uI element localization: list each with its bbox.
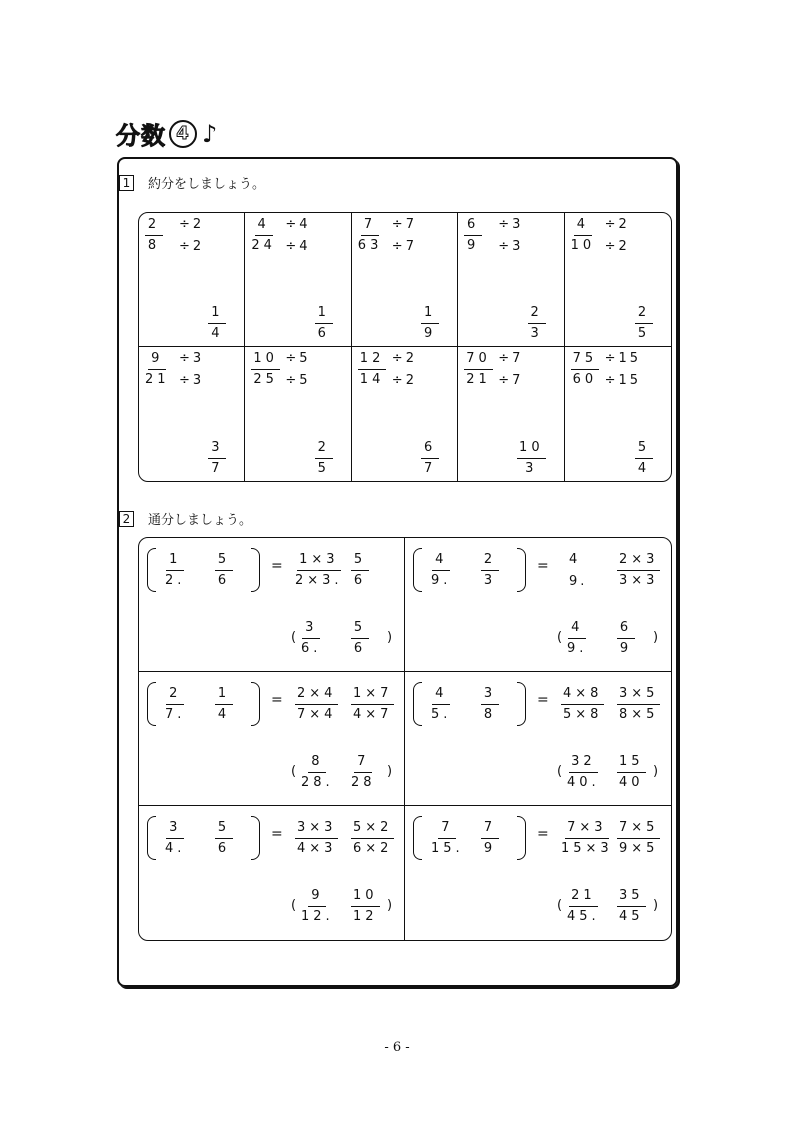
answer-fraction <box>421 438 439 479</box>
numerator: 7 <box>354 752 372 773</box>
denominator: 3 <box>525 461 538 476</box>
left-bracket <box>413 682 422 726</box>
numerator: 1 <box>208 303 226 324</box>
denominator: 5 <box>317 461 330 476</box>
denominator: 63 <box>357 238 383 253</box>
numerator: 35 <box>617 886 646 907</box>
question-instruction: 通分しましょう。 <box>148 513 253 528</box>
denominator: 4×3 <box>297 841 337 856</box>
numerator: 70 <box>464 349 493 370</box>
denominator: 15×3 <box>561 841 613 856</box>
divisor-bottom: ÷2 <box>604 239 630 254</box>
numerator: 3×5 <box>617 684 660 705</box>
denominator: 2×3. <box>295 573 343 588</box>
divisor-bottom: ÷3 <box>498 239 524 254</box>
problem-fraction <box>251 215 276 256</box>
close-paren: ) <box>387 764 393 779</box>
divisor-bottom: ÷4 <box>285 239 311 254</box>
left-bracket <box>147 682 156 726</box>
numerator: 15 <box>617 752 646 773</box>
numerator: 3 <box>481 684 499 705</box>
denominator: 7 <box>211 461 224 476</box>
question-number: 2 <box>119 511 134 527</box>
numerator: 8 <box>308 752 326 773</box>
numerator: 2 <box>528 303 546 324</box>
reduction-cell <box>565 213 671 347</box>
right-bracket <box>517 682 526 726</box>
divisor-top: ÷2 <box>604 217 630 232</box>
open-paren: ( <box>557 630 563 645</box>
reduction-cell <box>139 213 245 347</box>
numerator: 5×2 <box>351 818 394 839</box>
denominator: 4. <box>165 841 186 856</box>
left-bracket <box>413 816 422 860</box>
work-fraction <box>561 818 613 859</box>
reduction-cell <box>352 347 458 481</box>
divisor-top: ÷7 <box>391 217 417 232</box>
numerator: 7 <box>481 818 499 839</box>
common-denominator-cell <box>139 538 405 672</box>
problem-fraction <box>145 349 170 390</box>
denominator: 4 <box>211 326 224 341</box>
divisor-top: ÷3 <box>498 217 524 232</box>
work-fraction <box>617 684 660 725</box>
result-fraction <box>301 752 334 793</box>
numerator: 12 <box>358 349 387 370</box>
denominator: 9 <box>619 641 633 656</box>
denominator: 3×3 <box>619 573 659 588</box>
denominator: 7×4 <box>297 707 337 722</box>
right-bracket <box>517 548 526 592</box>
page-title <box>116 116 218 151</box>
numerator: 4 <box>574 215 592 236</box>
question-2-header <box>119 509 252 528</box>
given-fraction <box>215 550 233 591</box>
numerator: 2×4 <box>295 684 338 705</box>
given-fraction <box>481 818 499 859</box>
numerator: 4 <box>432 550 450 571</box>
numerator: 4 <box>255 215 273 236</box>
denominator: 40. <box>567 775 600 790</box>
open-paren: ( <box>291 630 297 645</box>
denominator: 7 <box>424 461 437 476</box>
divisor-top: ÷4 <box>285 217 311 232</box>
denominator: 9×5 <box>619 841 659 856</box>
denominator: 6 <box>353 573 367 588</box>
equals-sign: = <box>537 558 549 574</box>
divisor-top: ÷2 <box>179 217 205 232</box>
right-bracket <box>251 682 260 726</box>
denominator: 10 <box>570 238 596 253</box>
answer-fraction <box>517 438 546 479</box>
denominator: 12 <box>353 909 378 924</box>
result-fraction <box>351 752 376 793</box>
denominator: 40 <box>619 775 644 790</box>
right-bracket <box>517 816 526 860</box>
close-paren: ) <box>653 630 659 645</box>
given-fraction <box>481 550 499 591</box>
result-fraction <box>617 886 646 927</box>
numerator: 6 <box>617 618 635 639</box>
denominator: 6 <box>217 573 231 588</box>
equals-sign: = <box>537 692 549 708</box>
denominator: 25 <box>253 372 278 387</box>
denominator: 4 <box>217 707 231 722</box>
divisor-bottom: ÷7 <box>391 239 417 254</box>
answer-fraction <box>528 303 546 344</box>
numerator: 9 <box>308 886 326 907</box>
denominator: 9. <box>567 641 588 656</box>
given-fraction <box>215 818 233 859</box>
equals-sign: = <box>271 692 283 708</box>
close-paren: ) <box>387 630 393 645</box>
problem-fraction <box>464 349 493 390</box>
result-fraction <box>351 886 380 927</box>
work-fraction <box>351 550 369 591</box>
numerator: 1 <box>215 684 233 705</box>
answer-fraction <box>635 303 653 344</box>
problem-fraction <box>145 215 163 256</box>
denominator: 9 <box>467 238 480 253</box>
denominator: 5. <box>431 707 452 722</box>
reduction-cell <box>245 347 351 481</box>
numerator: 2 <box>166 684 184 705</box>
numerator: 7×3 <box>565 818 608 839</box>
result-fraction <box>301 618 321 659</box>
numerator: 1 <box>315 303 333 324</box>
denominator: 3 <box>483 573 497 588</box>
work-value: 4 <box>569 552 581 567</box>
answer-fraction <box>208 303 226 344</box>
given-fraction <box>165 818 185 859</box>
music-note-icon: ♪ <box>202 119 219 148</box>
result-fraction <box>617 752 646 793</box>
given-fraction <box>481 684 499 725</box>
numerator: 2×3 <box>617 550 660 571</box>
numerator: 10 <box>251 349 280 370</box>
given-fraction <box>431 684 451 725</box>
result-fraction <box>567 752 600 793</box>
denominator: 6. <box>301 641 322 656</box>
numerator: 5 <box>635 438 653 459</box>
common-denominator-cell <box>405 672 671 806</box>
question-number: 1 <box>119 175 134 191</box>
numerator: 6 <box>421 438 439 459</box>
numerator: 1×3 <box>297 550 340 571</box>
work-fraction <box>295 550 343 591</box>
problem-fraction <box>358 215 383 256</box>
answer-fraction <box>315 438 333 479</box>
denominator: 45 <box>619 909 644 924</box>
given-fraction <box>165 550 185 591</box>
close-paren: ) <box>387 898 393 913</box>
denominator: 5 <box>637 326 651 341</box>
denominator: 15. <box>431 841 464 856</box>
problem-fraction <box>251 349 280 390</box>
open-paren: ( <box>557 898 563 913</box>
numerator: 10 <box>517 438 546 459</box>
numerator: 75 <box>571 349 600 370</box>
common-denominator-cell <box>139 806 405 940</box>
close-paren: ) <box>653 898 659 913</box>
work-fraction <box>295 684 338 725</box>
question-instruction: 約分をしましょう。 <box>148 177 266 192</box>
divisor-bottom: ÷15 <box>604 373 642 388</box>
numerator: 32 <box>569 752 598 773</box>
numerator: 7 <box>361 215 379 236</box>
work-fraction <box>617 818 660 859</box>
result-fraction <box>617 618 635 659</box>
divisor-top: ÷3 <box>179 351 205 366</box>
divisor-bottom: ÷3 <box>179 373 205 388</box>
denominator: 4 <box>637 461 651 476</box>
numerator: 1 <box>421 303 439 324</box>
page-number: - 6 - <box>384 1040 410 1055</box>
numerator: 3×3 <box>295 818 338 839</box>
given-fraction <box>165 684 185 725</box>
result-fraction <box>567 886 600 927</box>
result-fraction <box>351 618 369 659</box>
given-fraction <box>215 684 233 725</box>
denominator: 24 <box>251 238 276 253</box>
equals-sign: = <box>271 558 283 574</box>
reduction-cell <box>565 347 671 481</box>
work-fraction <box>351 684 394 725</box>
problem-fraction <box>571 215 596 256</box>
numerator: 4 <box>432 684 450 705</box>
numerator: 1 <box>166 550 184 571</box>
divisor-bottom: ÷5 <box>285 373 311 388</box>
question-1-header <box>119 173 265 192</box>
denominator: 28 <box>351 775 376 790</box>
divisor-top: ÷5 <box>285 351 311 366</box>
numerator: 6 <box>464 215 482 236</box>
denominator: 14 <box>359 372 385 387</box>
numerator: 2 <box>481 550 499 571</box>
work-fraction <box>295 818 338 859</box>
open-paren: ( <box>291 898 297 913</box>
numerator: 7 <box>438 818 456 839</box>
common-denominator-grid <box>138 537 672 941</box>
reduction-cell <box>458 347 564 481</box>
problem-fraction <box>358 349 387 390</box>
denominator: 6 <box>317 326 330 341</box>
numerator: 5 <box>351 550 369 571</box>
common-denominator-cell <box>139 672 405 806</box>
title-text: 分数 <box>116 122 166 150</box>
denominator: 6 <box>217 841 231 856</box>
numerator: 5 <box>215 818 233 839</box>
divisor-bottom: ÷2 <box>391 373 417 388</box>
denominator: 21 <box>466 372 491 387</box>
denominator: 9 <box>483 841 497 856</box>
denominator: 28. <box>301 775 334 790</box>
open-paren: ( <box>557 764 563 779</box>
common-denominator-cell <box>405 806 671 940</box>
denominator: 6×2 <box>353 841 393 856</box>
numerator: 5 <box>215 550 233 571</box>
divisor-bottom: ÷7 <box>498 373 524 388</box>
given-fraction <box>431 550 451 591</box>
problem-fraction <box>571 349 600 390</box>
denominator: 8×5 <box>619 707 659 722</box>
work-fraction <box>561 684 604 725</box>
divisor-bottom: ÷2 <box>179 239 205 254</box>
right-bracket <box>251 548 260 592</box>
left-bracket <box>413 548 422 592</box>
denominator: 8 <box>483 707 497 722</box>
result-fraction <box>301 886 334 927</box>
denominator: 12. <box>301 909 334 924</box>
answer-fraction <box>315 303 333 344</box>
reduction-cell <box>139 347 245 481</box>
answer-fraction <box>421 303 439 344</box>
reduction-grid <box>138 212 672 482</box>
denominator: 3 <box>530 326 543 341</box>
work-value: 9. <box>569 574 588 589</box>
denominator: 9. <box>431 573 452 588</box>
numerator: 9 <box>148 349 166 370</box>
reduction-cell <box>352 213 458 347</box>
numerator: 2 <box>635 303 653 324</box>
reduction-cell <box>458 213 564 347</box>
close-paren: ) <box>653 764 659 779</box>
equals-sign: = <box>271 826 283 842</box>
denominator: 60 <box>572 372 598 387</box>
numerator: 3 <box>208 438 226 459</box>
common-denominator-cell <box>405 538 671 672</box>
equals-sign: = <box>537 826 549 842</box>
answer-fraction <box>635 438 653 479</box>
numerator: 4×8 <box>561 684 604 705</box>
denominator: 2. <box>165 573 186 588</box>
denominator: 21 <box>145 372 170 387</box>
given-fraction <box>431 818 464 859</box>
numerator: 3 <box>166 818 184 839</box>
result-fraction <box>567 618 587 659</box>
denominator: 5×8 <box>563 707 603 722</box>
left-bracket <box>147 548 156 592</box>
divisor-top: ÷2 <box>391 351 417 366</box>
numerator: 3 <box>302 618 320 639</box>
circled-number: 4 <box>169 120 197 148</box>
numerator: 21 <box>569 886 598 907</box>
answer-fraction <box>208 438 226 479</box>
open-paren: ( <box>291 764 297 779</box>
divisor-top: ÷7 <box>498 351 524 366</box>
denominator: 45. <box>567 909 600 924</box>
numerator: 7×5 <box>617 818 660 839</box>
work-fraction <box>351 818 394 859</box>
numerator: 10 <box>351 886 380 907</box>
numerator: 5 <box>351 618 369 639</box>
denominator: 9 <box>424 326 437 341</box>
left-bracket <box>147 816 156 860</box>
numerator: 2 <box>315 438 333 459</box>
work-fraction <box>617 550 660 591</box>
denominator: 8 <box>147 238 161 253</box>
denominator: 7. <box>165 707 186 722</box>
numerator: 1×7 <box>351 684 394 705</box>
numerator: 4 <box>568 618 586 639</box>
right-bracket <box>251 816 260 860</box>
problem-fraction <box>464 215 482 256</box>
reduction-cell <box>245 213 351 347</box>
numerator: 2 <box>145 215 163 236</box>
divisor-top: ÷15 <box>604 351 642 366</box>
denominator: 6 <box>353 641 367 656</box>
denominator: 4×7 <box>353 707 393 722</box>
